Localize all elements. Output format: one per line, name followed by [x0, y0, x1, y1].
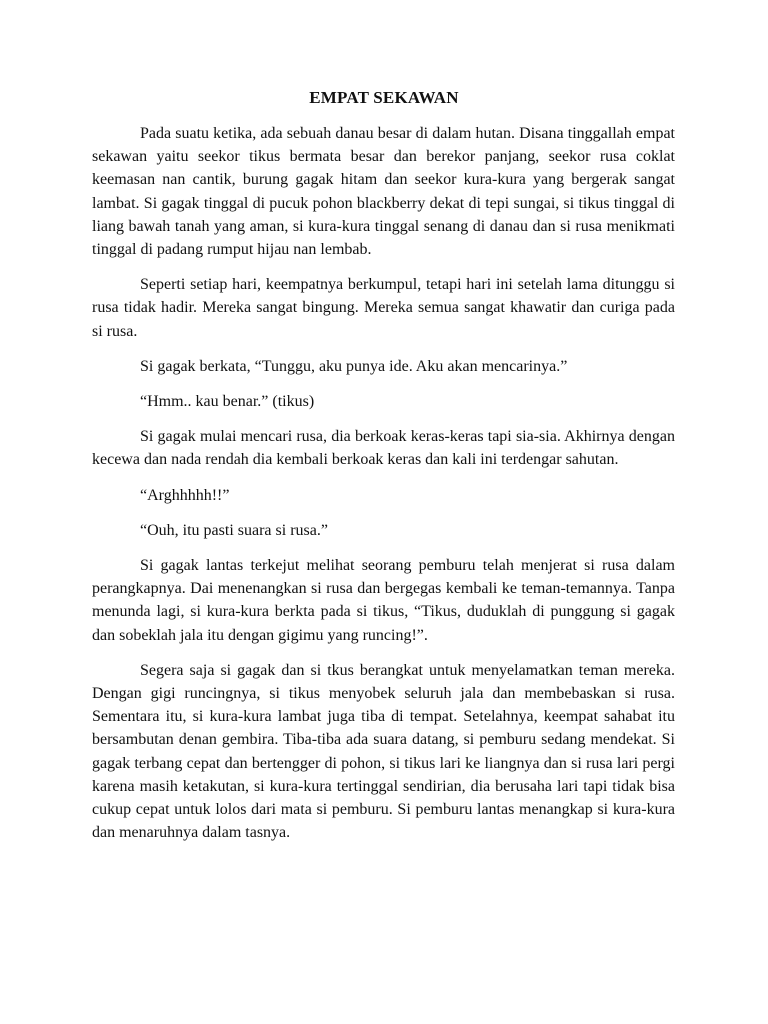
paragraph-rescue: Segera saja si gagak dan si tkus berangkat untuk menyelamatkan teman mereka. Dengan gigi runcingnya, si tikus menyobek seluruh jala dan membebaskan si rusa. Sementara itu, si kura-kura lambat juga tiba di tempat. Setelahnya, keempat sahabat itu bersambutan denan gembira. Tiba-tiba ada suara datang, si pemburu sedang mendekat. Si gagak terbang cepat dan bertengger di pohon, si tikus lari ke liangnya dan si rusa lari pergi karena masih ketakutan, si kura-kura tertinggal sendirian, dia berusaha lari tapi tidak bisa cukup cepat untuk lolos dari mata si pemburu. Si pemburu lantas menangkap si kura-kura dan menaruhnya dalam tasnya. [92, 661, 675, 842]
paragraph-hunter-trap: Si gagak lantas terkejut melihat seorang pemburu telah menjerat si rusa dalam perangkapnya. Dai menenangkan si rusa dan bergegas kembali ke teman-temannya. Tanpa menunda lagi, si kura-kura berkta pada si tikus, “Tikus, duduklah di punggung si gagak dan sobeklah jala itu dengan gigimu yang runcing!”. [92, 557, 675, 644]
document-title: EMPAT SEKAWAN [309, 88, 459, 107]
paragraph-intro: Pada suatu ketika, ada sebuah danau besar di dalam hutan. Disana tinggallah empat sekawan yaitu seekor tikus bermata besar dan berekor panjang, seekor rusa coklat keemasan nan cantik, burung gagak hitam dan seekor kura-kura yang bergerak sangat lambat. Si gagak tinggal di pucuk pohon blackberry dekat di tepi sungai, si tikus tinggal di liang bawah tanah yang aman, si kura-kura tinggal senang di danau dan si rusa menikmati tinggal di padang rumput hijau nan lembab. [92, 125, 675, 259]
document-body [92, 122, 675, 856]
paragraph-mouse-replies: “Hmm.. kau benar.” (tikus) [140, 393, 315, 411]
paragraph-crow-searches: Si gagak mulai mencari rusa, dia berkoak keras-keras tapi sia-sia. Akhirnya dengan kecewa dan nada rendah dia kembali berkoak keras dan kali ini terdengar sahutan. [92, 428, 675, 469]
paragraph-deer-voice: “Ouh, itu pasti suara si rusa.” [140, 521, 328, 539]
paragraph-deer-cry: “Arghhhhh!!” [140, 486, 230, 504]
paragraph-crow-speaks: Si gagak berkata, “Tunggu, aku punya ide. Aku akan mencarinya.” [140, 357, 568, 375]
paragraph-gathering: Seperti setiap hari, keempatnya berkumpul, tetapi hari ini setelah lama ditunggu si rusa tidak hadir. Mereka sangat bingung. Mereka semua sangat khawatir dan curiga pada si rusa. [92, 276, 675, 340]
